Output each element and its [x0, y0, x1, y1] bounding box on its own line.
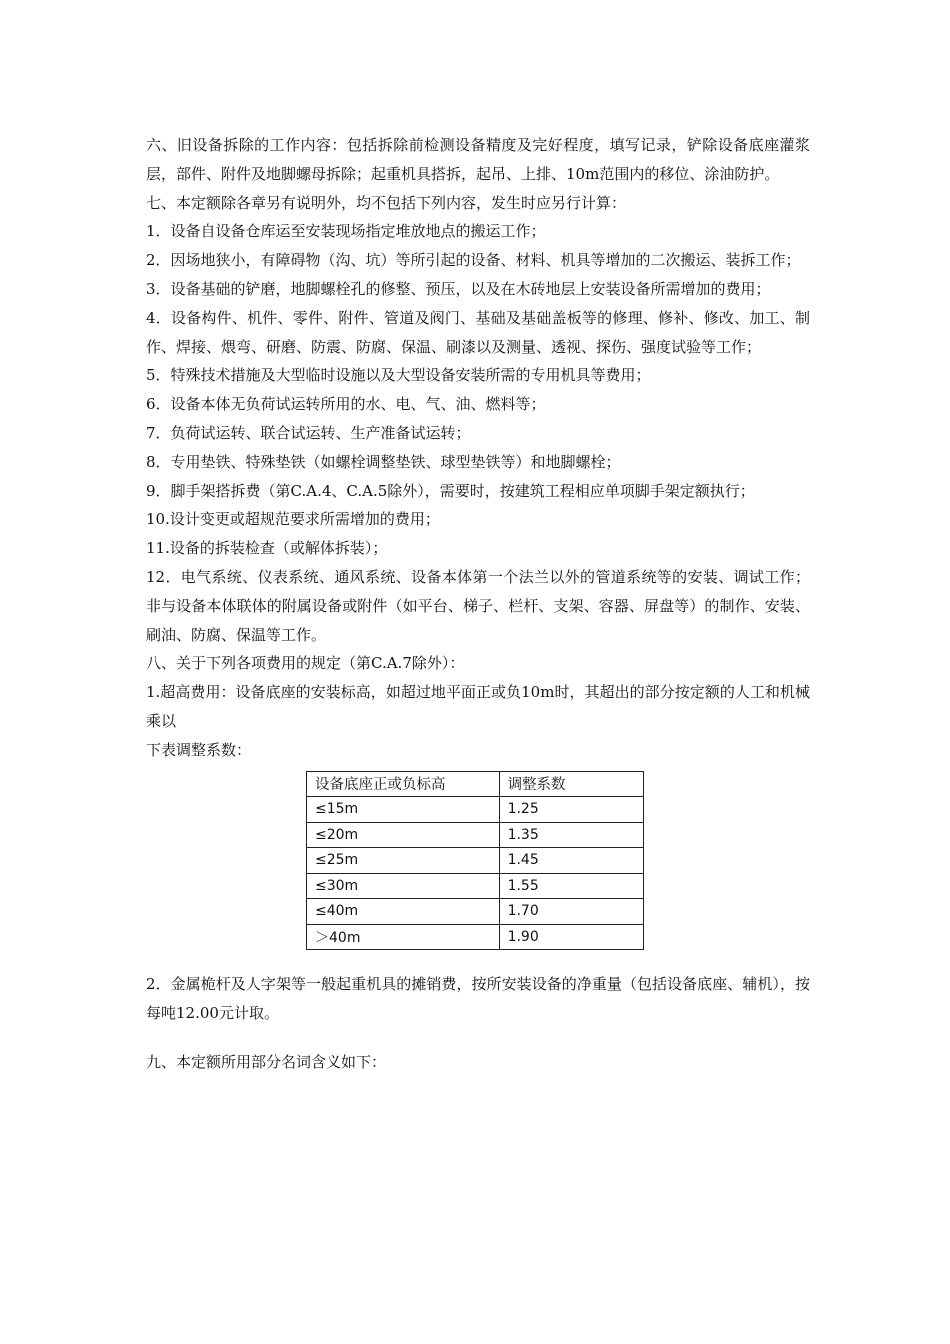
- list-item: 3．设备基础的铲磨，地脚螺栓孔的修整、预压，以及在木砖地层上安装设备所需增加的费用；: [146, 279, 771, 298]
- table-cell-coefficient: 1.45: [499, 848, 643, 874]
- spacer: [146, 950, 810, 970]
- top-paragraphs: [146, 131, 810, 765]
- table-cell-elevation: ≤15m: [307, 797, 500, 823]
- table-cell-coefficient: 1.70: [499, 899, 643, 925]
- list-item: 10.设计变更或超规范要求所需增加的费用；: [146, 510, 440, 529]
- table-header-row: [307, 771, 644, 797]
- table-cell-coefficient: 1.35: [499, 822, 643, 848]
- table-row: [307, 924, 644, 950]
- list-item: 6．设备本体无负荷试运转所用的水、电、气、油、燃料等；: [146, 395, 546, 414]
- table-header-elevation: 设备底座正或负标高: [307, 771, 500, 797]
- table-cell-coefficient: 1.90: [499, 924, 643, 950]
- table-row: [307, 873, 644, 899]
- adjustment-coefficient-table: [306, 771, 644, 951]
- table-row: [307, 822, 644, 848]
- list-item: 7．负荷试运转、联合试运转、生产准备试运转；: [146, 423, 471, 442]
- table-row: [307, 899, 644, 925]
- table-cell-elevation: ≤25m: [307, 848, 500, 874]
- table-cell-elevation: ≤20m: [307, 822, 500, 848]
- document-page: [146, 131, 810, 1076]
- table-cell-coefficient: 1.55: [499, 873, 643, 899]
- paragraph-old-equipment-removal: 六、旧设备拆除的工作内容：包括拆除前检测设备精度及完好程度，填写记录，铲除设备底座灌浆层，部件、附件及地脚螺母拆除；起重机具搭拆，起吊、上排、10m范围内的移位、涂油防护。: [146, 136, 810, 183]
- table-header-coefficient: 调整系数: [499, 771, 643, 797]
- paragraph-exclusions-heading: 七、本定额除各章另有说明外，均不包括下列内容，发生时应另行计算：: [146, 193, 627, 212]
- list-item: 11.设备的拆装检查（或解体拆装）；: [146, 539, 388, 558]
- list-item: 12．电气系统、仪表系统、通风系统、设备本体第一个法兰以外的管道系统等的安装、调试工作；非与设备本体联体的附属设备或附件（如平台、梯子、栏杆、支架、容器、屏盘等）的制作、安装、刷油、防腐、保温等工作。: [146, 567, 810, 644]
- paragraph-mast-amortization: 2．金属桅杆及人字架等一般起重机具的摊销费，按所安装设备的净重量（包括设备底座、辅机），按每吨12.00元计取。: [146, 975, 810, 1022]
- table-cell-elevation: ≤40m: [307, 899, 500, 925]
- paragraph-fees-heading: 八、关于下列各项费用的规定（第C.A.7除外）：: [146, 654, 465, 673]
- adjustment-coefficient-table-wrapper: [306, 771, 644, 951]
- spacer: [146, 1028, 810, 1048]
- list-item: 9．脚手架搭拆费（第C.A.4、C.A.5除外），需要时，按建筑工程相应单项脚手架定额执行；: [146, 481, 755, 500]
- table-cell-elevation: ＞40m: [307, 924, 500, 950]
- paragraph-terms-heading: 九、本定额所用部分名词含义如下：: [146, 1052, 387, 1071]
- list-item: 2．因场地狭小，有障碍物（沟、坑）等所引起的设备、材料、机具等增加的二次搬运、装拆工作；: [146, 251, 801, 270]
- table-row: [307, 797, 644, 823]
- list-item: 8．专用垫铁、特殊垫铁（如螺栓调整垫铁、球型垫铁等）和地脚螺栓；: [146, 452, 621, 471]
- list-item: 5．特殊技术措施及大型临时设施以及大型设备安装所需的专用机具等费用；: [146, 366, 651, 385]
- table-cell-coefficient: 1.25: [499, 797, 643, 823]
- list-item: 1．设备自设备仓库运至安装现场指定堆放地点的搬运工作；: [146, 222, 546, 241]
- table-row: [307, 848, 644, 874]
- list-item: 4．设备构件、机件、零件、附件、管道及阀门、基础及基础盖板等的修理、修补、修改、加工、制作、焊接、煨弯、研磨、防震、防腐、保温、刷漆以及测量、透视、探伤、强度试验等工作；: [146, 308, 810, 356]
- table-caption: 下表调整系数：: [146, 740, 252, 759]
- table-cell-elevation: ≤30m: [307, 873, 500, 899]
- list-item: 1.超高费用：设备底座的安装标高，如超过地平面正或负10m时，其超出的部分按定额的人工和机械乘以: [146, 683, 810, 730]
